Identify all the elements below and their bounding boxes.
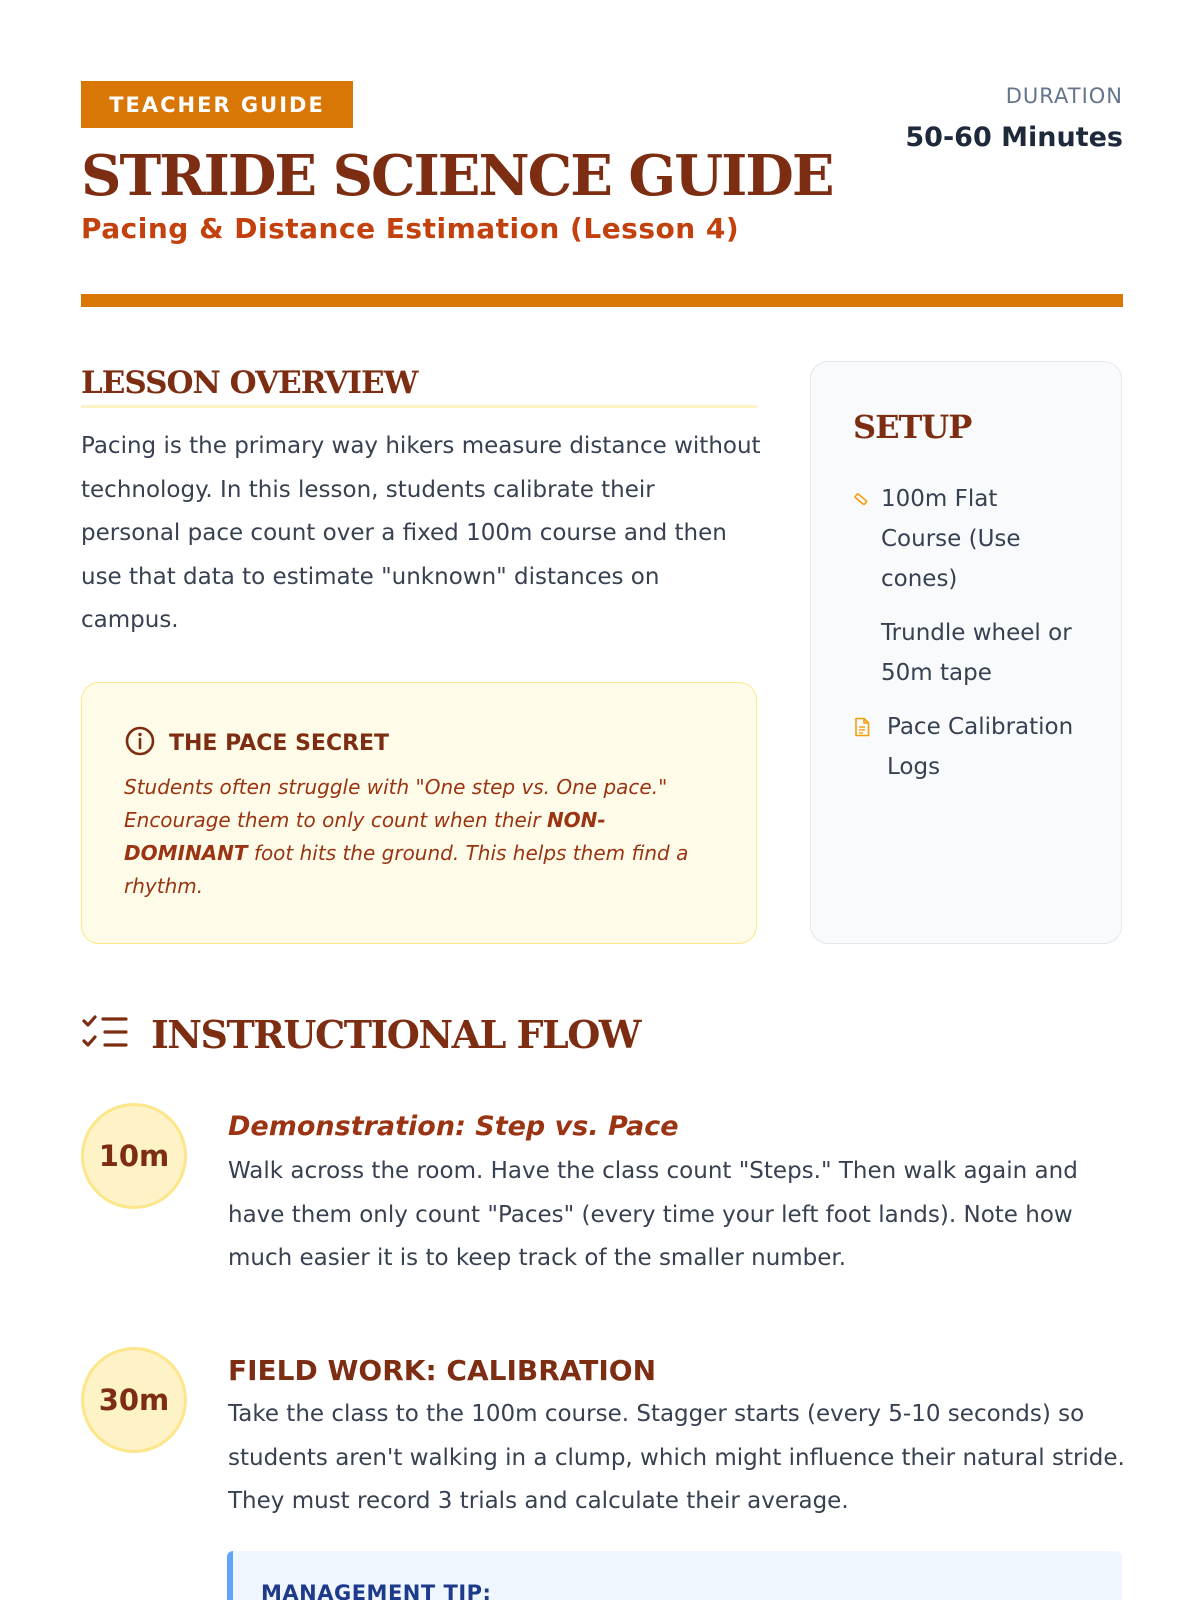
instructional-flow-header <box>81 1012 640 1057</box>
setup-item-label: Trundle wheel or 50m tape <box>881 620 1072 686</box>
setup-item <box>853 479 1081 599</box>
overview-heading: LESSON OVERVIEW <box>81 365 757 408</box>
step-title: Demonstration: Step vs. Pace <box>228 1111 679 1142</box>
tape-measure-icon <box>853 479 881 519</box>
info-icon <box>124 725 156 761</box>
duration-label: DURATION <box>1005 84 1123 108</box>
checklist-icon <box>81 1013 129 1057</box>
setup-panel <box>810 361 1122 944</box>
step-text: Walk across the room. Have the class count "Steps." Then walk again and have them only count "Paces" (every time your left foot lands). Note how much easier it is to keep track of the smaller number. <box>228 1158 1078 1271</box>
setup-heading: SETUP <box>853 408 972 446</box>
setup-item <box>853 707 1087 787</box>
teacher-guide-badge: TEACHER GUIDE <box>81 81 353 128</box>
step-time-badge: 30m <box>81 1347 187 1453</box>
callout-text-emphasis: NON-DOMINANT <box>124 808 606 865</box>
callout-text <box>124 771 724 903</box>
header-divider <box>81 294 1123 307</box>
setup-item-label: Pace Calibration Logs <box>887 714 1074 780</box>
callout-header <box>124 725 389 761</box>
step-text: Take the class to the 100m course. Stagger starts (every 5-10 seconds) so students aren't walking in a clump, which might influence their natural stride. They must record 3 trials and calculate their average. <box>228 1401 1125 1514</box>
page-title: STRIDE SCIENCE GUIDE <box>81 143 833 209</box>
step-time-badge: 10m <box>81 1103 187 1209</box>
page-subtitle: Pacing & Distance Estimation (Lesson 4) <box>81 212 740 245</box>
document-icon <box>853 707 887 747</box>
management-tip-label: MANAGEMENT TIP: <box>261 1581 492 1600</box>
duration-value: 50-60 Minutes <box>905 122 1123 153</box>
step-title: FIELD WORK: CALIBRATION <box>228 1354 657 1387</box>
setup-item <box>853 613 1081 693</box>
instructional-flow-heading: INSTRUCTIONAL FLOW <box>151 1012 640 1057</box>
management-tip-box <box>227 1551 1122 1600</box>
overview-text: Pacing is the primary way hikers measure distance without technology. In this lesson, students calibrate their personal pace count over a fixed 100m course and then use that data to estimate "unknown" distances on campus. <box>81 433 761 633</box>
callout-text-after: foot hits the ground. This helps them find a rhythm. <box>124 841 689 898</box>
callout-title: THE PACE SECRET <box>169 730 390 756</box>
setup-item-label: 100m Flat Course (Use cones) <box>881 486 1021 592</box>
pace-secret-callout <box>81 682 757 944</box>
callout-text-before: Students often struggle with "One step vs. One pace." Encourage them to only count when their <box>124 775 668 832</box>
